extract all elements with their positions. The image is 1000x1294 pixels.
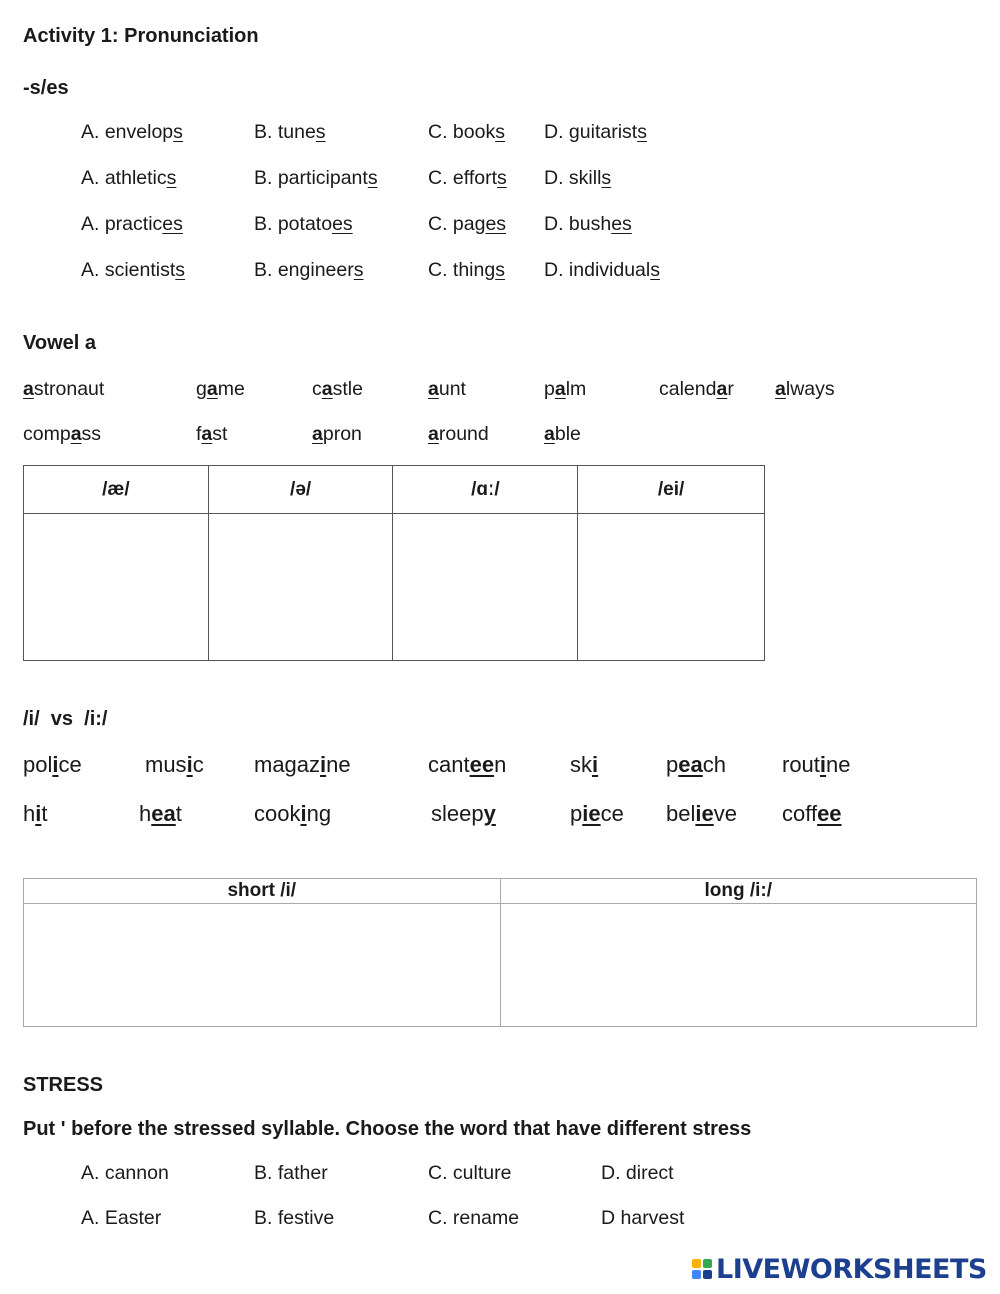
- word-part: ce: [600, 801, 624, 826]
- word-part: B. tune: [254, 121, 316, 143]
- marked-letters: a: [775, 378, 786, 400]
- vowel-a-word: [312, 423, 362, 446]
- vowel-a-word: [659, 378, 734, 401]
- word-part: ve: [713, 801, 737, 826]
- marked-letters: s: [495, 259, 505, 281]
- stress-option: B. festive: [254, 1207, 335, 1229]
- word-part: pol: [23, 752, 53, 777]
- marked-letters: ie: [695, 801, 714, 826]
- word-part: ne: [826, 752, 851, 777]
- word-part: n: [494, 752, 507, 777]
- vowel-a-table: [23, 465, 765, 661]
- marked-letters: a: [428, 378, 439, 400]
- word-part: c: [312, 378, 322, 400]
- marked-letters: i: [592, 752, 599, 777]
- vowel-a-word: [196, 378, 245, 401]
- marked-letters: i: [52, 752, 59, 777]
- i-vs-ii-word: [145, 752, 204, 778]
- stress-option: D harvest: [601, 1207, 685, 1229]
- word-part: ch: [702, 752, 726, 777]
- section-heading-stress: STRESS: [23, 1074, 104, 1096]
- marked-letters: s: [315, 121, 326, 143]
- word-part: unt: [438, 378, 466, 400]
- marked-letters: s: [601, 167, 612, 189]
- word-part: bel: [666, 801, 696, 826]
- i-vs-ii-word: [782, 801, 842, 827]
- vowel-a-answer-cell-ae[interactable]: [24, 514, 209, 661]
- word-part: ss: [81, 423, 102, 445]
- liveworksheets-logo: [692, 1252, 987, 1286]
- marked-letters: i: [300, 801, 307, 826]
- marked-letters: s: [497, 167, 507, 189]
- ses-option: [81, 259, 185, 282]
- i-answer-cell-short[interactable]: [24, 904, 501, 1027]
- i-vs-ii-word: [254, 801, 331, 827]
- i-vs-ii-word: [139, 801, 182, 827]
- word-part: cant: [428, 752, 470, 777]
- section-heading-vowel-a: Vowel a: [23, 332, 96, 354]
- marked-letters: es: [162, 213, 183, 235]
- word-part: D. bush: [544, 213, 612, 235]
- ses-option: [81, 213, 183, 236]
- vowel-a-answer-cell-long-a[interactable]: [393, 514, 578, 661]
- stress-option: B. father: [254, 1162, 328, 1184]
- vowel-a-word: [544, 378, 586, 401]
- ses-option: [428, 259, 505, 282]
- logo-text: LIVEWORKSHEETS: [716, 1253, 987, 1285]
- i-vs-ii-word: [570, 801, 624, 827]
- marked-letters: es: [611, 213, 632, 235]
- ses-option: [254, 213, 353, 236]
- stress-option: D. direct: [601, 1162, 674, 1184]
- vowel-a-word: [428, 423, 489, 446]
- i-answer-cell-long[interactable]: [500, 904, 977, 1027]
- word-part: D. skill: [544, 167, 602, 189]
- marked-letters: s: [175, 259, 186, 281]
- marked-letters: ea: [678, 752, 703, 777]
- marked-letters: s: [650, 259, 660, 281]
- i-vs-ii-table: [23, 878, 977, 1027]
- ses-option: [254, 167, 378, 190]
- marked-letters: es: [485, 213, 507, 235]
- marked-letters: s: [353, 259, 364, 281]
- word-part: pron: [322, 423, 362, 445]
- word-part: cook: [254, 801, 301, 826]
- word-part: D. individual: [544, 259, 651, 281]
- word-part: ng: [306, 801, 332, 826]
- vowel-a-answer-cell-schwa[interactable]: [208, 514, 393, 661]
- vowel-a-word: [312, 378, 363, 401]
- vowel-a-word: [775, 378, 835, 401]
- ses-option: [428, 121, 505, 144]
- ses-option: [81, 121, 183, 144]
- i-header-short: short /i/: [24, 879, 501, 904]
- ses-option: [428, 213, 506, 236]
- word-part: t: [41, 801, 48, 826]
- marked-letters: a: [554, 378, 566, 400]
- word-part: A. scientist: [81, 259, 176, 281]
- i-vs-ii-word: [254, 752, 351, 778]
- marked-letters: a: [206, 378, 218, 400]
- marked-letters: i: [186, 752, 193, 777]
- stress-option: A. Easter: [81, 1207, 162, 1229]
- vowel-a-word: [196, 423, 227, 446]
- i-vs-ii-word: [23, 801, 48, 827]
- word-part: C. book: [428, 121, 496, 143]
- marked-letters: a: [201, 423, 213, 445]
- word-part: c: [192, 752, 204, 777]
- marked-letters: s: [367, 167, 378, 189]
- word-part: g: [196, 378, 207, 400]
- vowel-a-word: [23, 423, 101, 446]
- vowel-a-word: [23, 378, 104, 401]
- word-part: D. guitarist: [544, 121, 638, 143]
- vowel-a-word: [544, 423, 581, 446]
- i-vs-ii-word: [570, 752, 598, 778]
- marked-letters: i: [35, 801, 42, 826]
- marked-letters: i: [819, 752, 827, 777]
- word-part: r: [727, 378, 734, 400]
- i-vs-ii-word: [23, 752, 82, 778]
- ses-option: [544, 167, 611, 190]
- i-vs-ii-word: [666, 752, 726, 778]
- stress-option: A. cannon: [81, 1162, 169, 1184]
- marked-letters: i: [320, 752, 327, 777]
- ses-option: [544, 121, 647, 144]
- ses-option: [428, 167, 507, 190]
- ses-option: [544, 213, 632, 236]
- word-part: ble: [554, 423, 581, 445]
- word-part: mus: [145, 752, 187, 777]
- marked-letters: s: [166, 167, 177, 189]
- section-heading-i-vs-ii: /i/ vs /i:/: [23, 708, 108, 730]
- marked-letters: s: [495, 121, 505, 143]
- vowel-a-answer-cell-ei[interactable]: [578, 514, 765, 661]
- marked-letters: ea: [151, 801, 176, 826]
- marked-letters: ee: [469, 752, 495, 777]
- vowel-a-header-long-a: /ɑː/: [393, 466, 578, 514]
- marked-letters: ee: [817, 801, 842, 826]
- word-part: coff: [782, 801, 818, 826]
- word-part: lm: [565, 378, 587, 400]
- marked-letters: a: [321, 378, 333, 400]
- ses-option: [254, 259, 364, 282]
- word-part: A. envelop: [81, 121, 174, 143]
- word-part: B. potato: [254, 213, 333, 235]
- marked-letters: a: [70, 423, 82, 445]
- word-part: round: [438, 423, 489, 445]
- ses-option: [254, 121, 326, 144]
- marked-letters: y: [483, 801, 496, 826]
- marked-letters: a: [544, 423, 555, 445]
- word-part: sk: [570, 752, 592, 777]
- marked-letters: a: [312, 423, 323, 445]
- word-part: h: [139, 801, 152, 826]
- i-header-long: long /i:/: [500, 879, 977, 904]
- word-part: comp: [23, 423, 71, 445]
- word-part: me: [217, 378, 245, 400]
- marked-letters: a: [428, 423, 439, 445]
- word-part: calend: [659, 378, 717, 400]
- word-part: sleep: [431, 801, 484, 826]
- word-part: rout: [782, 752, 820, 777]
- ses-option: [81, 167, 176, 190]
- marked-letters: a: [716, 378, 728, 400]
- word-part: B. engineer: [254, 259, 354, 281]
- word-part: A. practic: [81, 213, 163, 235]
- word-part: C. effort: [428, 167, 498, 189]
- word-part: st: [212, 423, 228, 445]
- vowel-a-header-ei: /ei/: [578, 466, 765, 514]
- word-part: ce: [58, 752, 82, 777]
- logo-mark-icon: [692, 1259, 712, 1279]
- activity-title: Activity 1: Pronunciation: [23, 25, 259, 47]
- ses-option: [544, 259, 660, 282]
- vowel-a-header-schwa: /ə/: [208, 466, 393, 514]
- i-vs-ii-word: [428, 752, 506, 778]
- word-part: B. participant: [254, 167, 368, 189]
- i-vs-ii-word: [782, 752, 851, 778]
- word-part: C. pag: [428, 213, 486, 235]
- word-part: stle: [332, 378, 363, 400]
- marked-letters: a: [23, 378, 34, 400]
- word-part: h: [23, 801, 36, 826]
- word-part: t: [175, 801, 182, 826]
- stress-option: C. culture: [428, 1162, 512, 1184]
- word-part: ne: [326, 752, 351, 777]
- word-part: p: [544, 378, 555, 400]
- marked-letters: es: [332, 213, 353, 235]
- marked-letters: s: [637, 121, 647, 143]
- i-vs-ii-word: [666, 801, 737, 827]
- section-heading-ses: -s/es: [23, 77, 69, 99]
- word-part: A. athletic: [81, 167, 167, 189]
- word-part: p: [570, 801, 583, 826]
- vowel-a-header-ae: /æ/: [24, 466, 209, 514]
- word-part: magaz: [254, 752, 321, 777]
- word-part: p: [666, 752, 679, 777]
- word-part: f: [196, 423, 202, 445]
- stress-option: C. rename: [428, 1207, 520, 1229]
- vowel-a-word: [428, 378, 466, 401]
- word-part: C. thing: [428, 259, 496, 281]
- word-part: lways: [785, 378, 835, 400]
- stress-instruction: Put ' before the stressed syllable. Choose the word that have different stress: [23, 1118, 752, 1140]
- marked-letters: ie: [582, 801, 601, 826]
- i-vs-ii-word: [431, 801, 496, 827]
- marked-letters: s: [173, 121, 183, 143]
- word-part: stronaut: [33, 378, 105, 400]
